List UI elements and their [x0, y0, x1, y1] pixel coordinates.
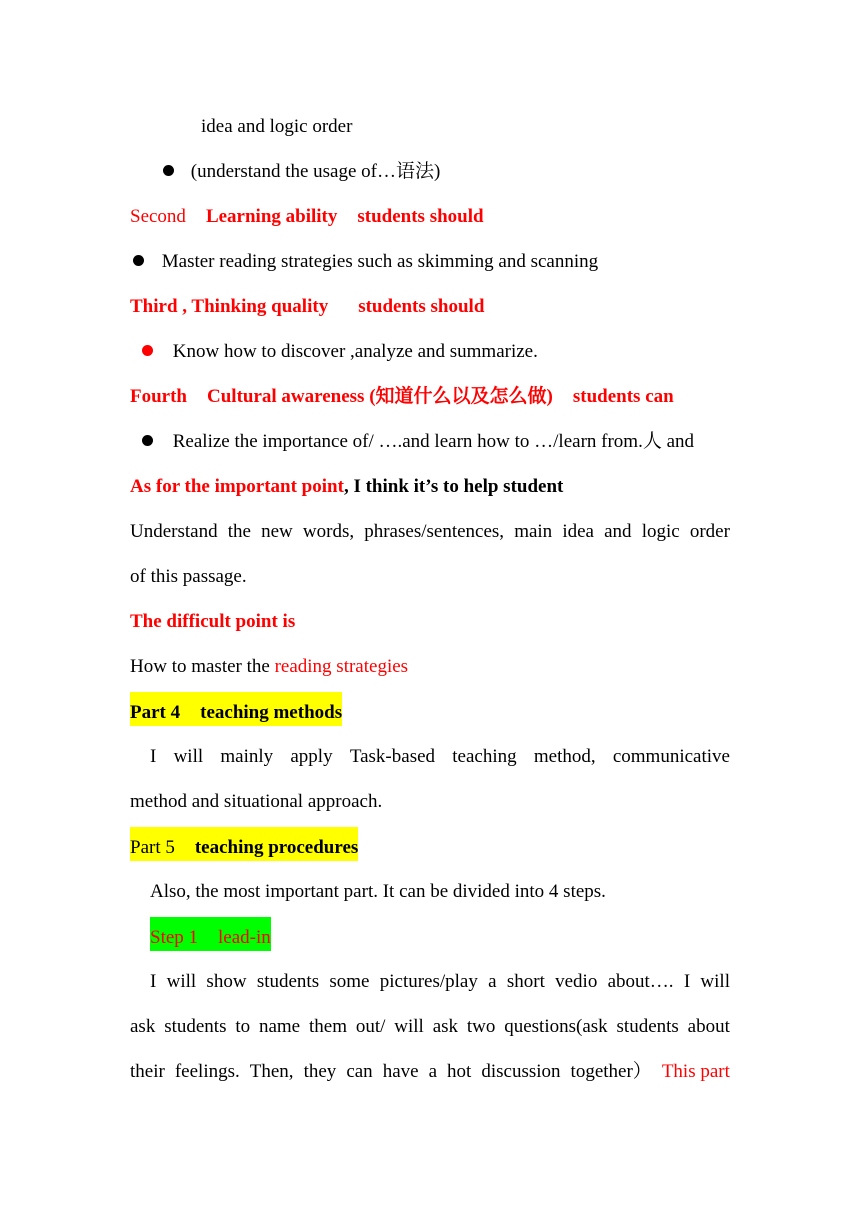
- word: students: [164, 1016, 227, 1037]
- word: ask: [432, 1016, 459, 1037]
- word: will: [173, 746, 204, 767]
- word: I: [150, 971, 157, 992]
- word: students: [616, 1016, 679, 1037]
- word: two: [466, 1016, 496, 1037]
- text-highlight: reading strategies: [274, 656, 409, 677]
- heading-suffix: , I think it’s to help student: [343, 476, 564, 497]
- methods-line-2: method and situational approach.: [130, 791, 383, 812]
- heading-topic: Cultural awareness (知道什么以及怎么做): [207, 386, 553, 407]
- heading-label: Second: [130, 206, 186, 227]
- word: show: [206, 971, 247, 992]
- heading-second: [130, 205, 484, 229]
- word: together）: [570, 1061, 652, 1082]
- word: can: [346, 1061, 373, 1082]
- heading-label: Part 4: [130, 702, 181, 723]
- heading-label: As for the important point: [130, 476, 344, 497]
- word: them: [308, 1016, 347, 1037]
- word: questions(ask: [504, 1016, 608, 1037]
- word: a: [488, 971, 497, 992]
- word: to: [235, 1016, 251, 1037]
- procedures-intro: Also, the most important part. It can be divided into 4 steps.: [150, 881, 606, 902]
- word: the: [227, 521, 251, 542]
- word: new: [261, 521, 293, 542]
- bullet-text: (understand the usage of…语法): [190, 161, 441, 182]
- difficult-point-text: [130, 655, 408, 679]
- bullet-icon: [133, 255, 144, 266]
- step1-line-1: [150, 970, 730, 994]
- word: hot: [447, 1061, 472, 1082]
- heading-label: Third , Thinking quality: [130, 296, 329, 317]
- word: phrases/sentences,: [364, 521, 505, 542]
- word: out/: [355, 1016, 386, 1037]
- heading-suffix: students can: [572, 386, 674, 407]
- heading-topic: Learning ability: [205, 206, 338, 227]
- word: feelings.: [174, 1061, 240, 1082]
- heading-suffix: students should: [357, 206, 484, 227]
- heading-fourth: [130, 385, 674, 409]
- word: logic: [641, 521, 680, 542]
- heading-label: Part 5: [130, 837, 175, 858]
- step1-heading: [150, 917, 271, 951]
- difficult-point-heading: The difficult point is: [130, 611, 296, 632]
- word: words,: [302, 521, 355, 542]
- bullet-item-strategies: [133, 250, 598, 274]
- word: students: [256, 971, 320, 992]
- word: idea: [562, 521, 594, 542]
- word: main: [514, 521, 553, 542]
- word: and: [604, 521, 632, 542]
- word: ask: [130, 1016, 156, 1037]
- word: I: [150, 746, 157, 767]
- bullet-item-grammar: [163, 160, 440, 184]
- word: a: [428, 1061, 438, 1082]
- word: about….: [607, 971, 674, 992]
- word: teaching: [452, 746, 517, 767]
- word: Understand: [130, 521, 218, 542]
- word: will: [700, 971, 730, 992]
- word: I: [683, 971, 691, 992]
- word: Then,: [249, 1061, 294, 1082]
- step1-line-3: [130, 1060, 730, 1084]
- word: about: [687, 1016, 730, 1037]
- methods-line-1: [150, 745, 730, 769]
- word: apply: [290, 746, 333, 767]
- word: they: [303, 1061, 337, 1082]
- bullet-text: Realize the importance of/ ….and learn how to …/learn from.人 and: [172, 431, 695, 452]
- word: vedio: [555, 971, 598, 992]
- word-highlight: This part: [661, 1061, 730, 1082]
- word: their: [130, 1061, 165, 1082]
- word: short: [506, 971, 545, 992]
- heading-topic: teaching procedures: [194, 837, 359, 858]
- text-line-1: idea and logic order: [201, 116, 353, 137]
- word: will: [394, 1016, 424, 1037]
- heading-topic: lead-in: [218, 927, 271, 948]
- word: will: [166, 971, 197, 992]
- word: Task-based: [349, 746, 436, 767]
- word: have: [382, 1061, 419, 1082]
- word: name: [258, 1016, 301, 1037]
- heading-third: [130, 295, 484, 319]
- paragraph-important-line-2: of this passage.: [130, 566, 247, 587]
- bullet-item-discover: [142, 340, 538, 364]
- paragraph-important-line-1: [130, 520, 730, 544]
- bullet-item-realize: [142, 430, 694, 454]
- step1-line-2: [130, 1015, 730, 1039]
- word: order: [689, 521, 730, 542]
- word: mainly: [220, 746, 274, 767]
- word: method,: [533, 746, 596, 767]
- bullet-text: Master reading strategies such as skimming and scanning: [161, 251, 599, 272]
- word: pictures/play: [379, 971, 478, 992]
- heading-label: Fourth: [130, 386, 187, 407]
- bullet-text: Know how to discover ,analyze and summarize.: [172, 341, 538, 362]
- part4-heading: [130, 692, 342, 726]
- heading-topic: teaching methods: [200, 702, 343, 723]
- text-plain: How to master the: [130, 656, 275, 677]
- bullet-icon: [142, 435, 153, 446]
- important-point-heading: [130, 475, 563, 499]
- word: discussion: [481, 1061, 561, 1082]
- word: some: [329, 971, 370, 992]
- heading-suffix: students should: [358, 296, 485, 317]
- part5-heading: [130, 827, 358, 861]
- bullet-icon: [142, 345, 153, 356]
- heading-label: Step 1: [150, 927, 199, 948]
- bullet-icon: [163, 165, 174, 176]
- word: communicative: [612, 746, 730, 767]
